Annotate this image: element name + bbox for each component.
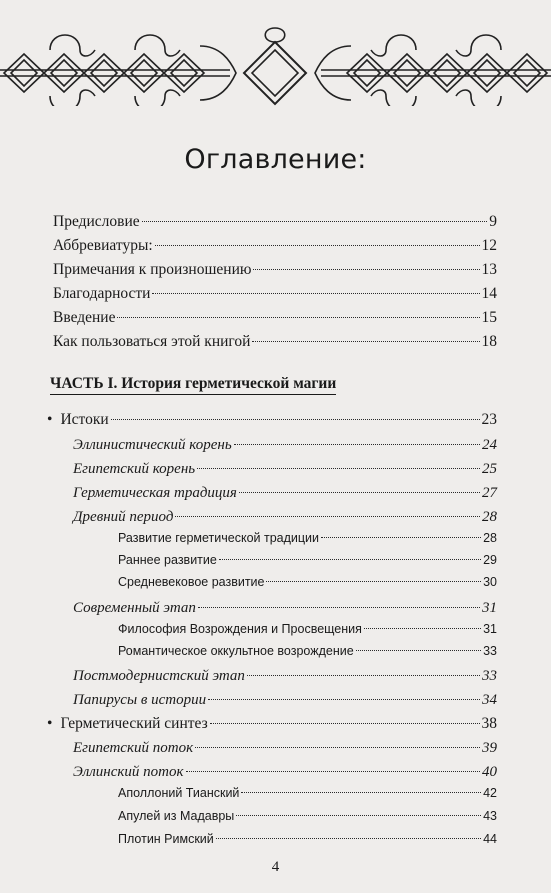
toc-entry-label: Как пользоваться этой книгой: [53, 332, 251, 350]
toc-entry-page: 13: [481, 260, 497, 278]
toc-entry-page: 25: [482, 460, 497, 477]
toc-entry-label: Постмодернистский этап: [73, 667, 245, 684]
toc-subentry-label: Романтическое оккультное возрождение: [118, 644, 354, 659]
leader-dots: [208, 685, 480, 700]
toc-section[interactable]: [47, 713, 497, 733]
leader-dots: [364, 617, 481, 629]
toc-section[interactable]: [47, 409, 497, 429]
toc-entry[interactable]: [73, 761, 497, 781]
leader-dots: [253, 255, 479, 270]
toc-subentry-page: 29: [483, 553, 497, 568]
toc-entry-label: Введение: [53, 308, 116, 326]
toc-subentry[interactable]: [118, 530, 497, 545]
toc-subentry-page: 44: [483, 832, 497, 847]
toc-entry-page: 33: [482, 667, 497, 684]
toc-subentry-page: 30: [483, 575, 497, 590]
toc-entry-page: 34: [482, 691, 497, 708]
toc-subentry[interactable]: [118, 621, 497, 636]
leader-dots: [142, 207, 488, 222]
toc-subentry-label: Раннее развитие: [118, 553, 217, 568]
toc-entry-page: 28: [482, 508, 497, 525]
leader-dots: [356, 639, 481, 651]
leader-dots: [186, 757, 480, 772]
toc-entry-page: 24: [482, 436, 497, 453]
leader-dots: [239, 478, 480, 493]
part-heading: ЧАСТЬ I. История герметической магии: [50, 375, 336, 395]
leader-dots: [210, 709, 480, 724]
leader-dots: [236, 804, 481, 816]
toc-section-label: Истоки: [60, 410, 109, 428]
page-number: 4: [271, 859, 280, 875]
toc-entry[interactable]: [73, 597, 497, 617]
leader-dots: [266, 570, 481, 582]
leader-dots: [234, 430, 480, 445]
leader-dots: [117, 303, 479, 318]
toc-subentry-label: Средневековое развитие: [118, 575, 265, 590]
toc-entry[interactable]: [73, 737, 497, 757]
toc-entry-page: 12: [481, 236, 497, 254]
leader-dots: [216, 827, 481, 839]
toc-entry[interactable]: [53, 259, 497, 279]
leader-dots: [219, 548, 481, 560]
toc-entry[interactable]: [53, 211, 497, 231]
toc-subentry-page: 31: [483, 622, 497, 637]
leader-dots: [195, 733, 480, 748]
toc-section-label: Герметический синтез: [60, 714, 208, 732]
toc-entry-label: Египетский корень: [73, 460, 196, 477]
toc-entry[interactable]: [73, 434, 497, 454]
leader-dots: [197, 454, 480, 469]
toc-subentry[interactable]: [118, 785, 497, 800]
toc-entry-page: 39: [482, 739, 497, 756]
toc-entry[interactable]: [73, 665, 497, 685]
toc-entry-label: Эллинский поток: [73, 763, 184, 780]
toc-entry-page: 40: [482, 763, 497, 780]
leader-dots: [252, 327, 479, 342]
toc-entry-label: Древний период: [73, 508, 174, 525]
bullet-icon: •: [47, 410, 53, 428]
bullet-icon: •: [47, 714, 53, 732]
toc-subentry-page: 42: [483, 786, 497, 801]
leader-dots: [155, 231, 480, 246]
leader-dots: [198, 593, 480, 608]
toc-subentry[interactable]: [118, 552, 497, 567]
toc-entry-label: Аббревиатуры:: [53, 236, 153, 254]
header-ornament: [0, 20, 551, 106]
toc-entry-page: 18: [481, 332, 497, 350]
toc-entry-label: Примечания к произношению: [53, 260, 252, 278]
toc-subentry-label: Апулей из Мадавры: [118, 809, 235, 824]
toc-subentry-page: 33: [483, 644, 497, 659]
toc-entry[interactable]: [73, 482, 497, 502]
toc-entry-page: 27: [482, 484, 497, 501]
leader-dots: [241, 781, 481, 793]
toc-subentry[interactable]: [118, 831, 497, 846]
toc-entry-label: Герметическая традиция: [73, 484, 237, 501]
leader-dots: [111, 405, 480, 420]
toc-subentry[interactable]: [118, 808, 497, 823]
toc-subentry-label: Философия Возрождения и Просвещения: [118, 622, 362, 637]
toc-entry-label: Папирусы в истории: [73, 691, 207, 708]
toc-entry-page: 14: [481, 284, 497, 302]
leader-dots: [321, 526, 481, 538]
toc-subentry-page: 43: [483, 809, 497, 824]
leader-dots: [152, 279, 479, 294]
toc-entry[interactable]: [73, 458, 497, 478]
toc-entry[interactable]: [73, 506, 497, 526]
toc-entry[interactable]: [53, 283, 497, 303]
toc-subentry[interactable]: [118, 643, 497, 658]
toc-entry-label: Предисловие: [53, 212, 140, 230]
toc-entry-label: Египетский поток: [73, 739, 194, 756]
toc-entry[interactable]: [53, 307, 497, 327]
toc-entry-page: 15: [481, 308, 497, 326]
toc-entry[interactable]: [53, 331, 497, 351]
toc-subentry-label: Аполлоний Тианский: [118, 786, 240, 801]
toc-entry-page: 9: [489, 212, 497, 230]
toc-section-page: 23: [481, 410, 497, 428]
leader-dots: [175, 502, 480, 517]
toc-entry-label: Эллинистический корень: [73, 436, 232, 453]
toc-section-page: 38: [481, 714, 497, 732]
page-title: Оглавление:: [184, 144, 367, 175]
toc-entry-label: Современный этап: [73, 599, 196, 616]
toc-subentry-label: Плотин Римский: [118, 832, 214, 847]
toc-entry[interactable]: [53, 235, 497, 255]
leader-dots: [247, 661, 480, 676]
toc-entry-page: 31: [482, 599, 497, 616]
toc-entry[interactable]: [73, 689, 497, 709]
toc-subentry-label: Развитие герметической традиции: [118, 531, 320, 546]
toc-subentry[interactable]: [118, 574, 497, 589]
toc-entry-label: Благодарности: [53, 284, 151, 302]
toc-subentry-page: 28: [483, 531, 497, 546]
